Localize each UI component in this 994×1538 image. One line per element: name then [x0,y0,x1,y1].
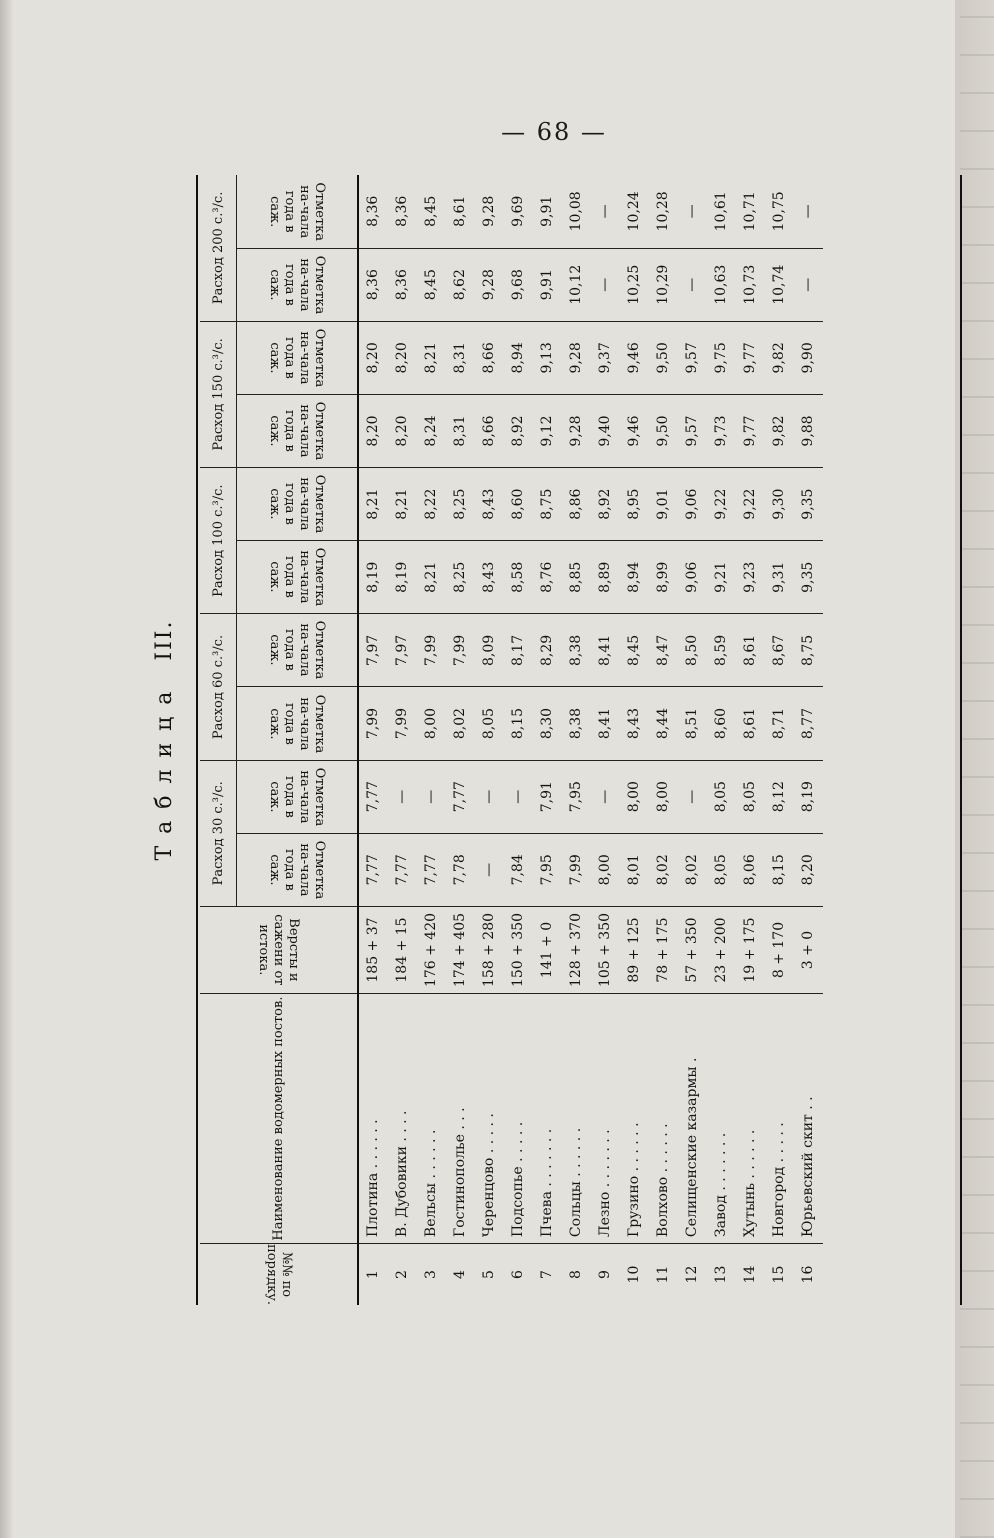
level-cell: 8,05 [707,833,736,906]
level-cell: 9,21 [707,541,736,614]
row-index: 8 [568,1270,584,1279]
level-cell: 9,22 [707,468,736,541]
level-cell: 9,50 [649,394,678,467]
level-cell: — [388,760,417,833]
table-row [591,175,620,1305]
level-cell: 8,00 [620,760,649,833]
level-cell: 8,00 [649,760,678,833]
level-cell: 8,61 [446,175,475,248]
level-cell: 8,66 [475,394,504,467]
level-cell: 8,31 [446,394,475,467]
subheader-6: Отметка на-чала года в саж. [237,394,359,467]
level-cell: 8,20 [358,321,388,394]
row-index: 6 [510,1270,526,1279]
level-cell: 8,43 [475,468,504,541]
level-cell: 7,99 [417,614,446,687]
level-cell: 9,90 [794,321,823,394]
level-cell: 7,77 [388,833,417,906]
header-group-150: Расход 150 с.³/с. [200,321,237,467]
level-cell: 8,21 [417,321,446,394]
level-cell: 8,92 [504,394,533,467]
level-cell: 8,38 [562,687,591,760]
level-cell: 9,28 [475,175,504,248]
level-cell: 10,75 [765,175,794,248]
level-cell: 9,35 [794,541,823,614]
subheader-3: Отметка на-чала года в саж. [237,614,359,687]
level-cell: — [591,175,620,248]
level-cell: 8,45 [417,175,446,248]
bleed-through-lines [960,0,994,1538]
level-cell: 8,15 [504,687,533,760]
level-cell: 8,05 [736,760,765,833]
post-name: Селищенские казармы . [678,994,707,1244]
post-name: Сольцы . . . . . . [562,994,591,1244]
level-cell: 8,66 [475,321,504,394]
level-cell: 8,41 [591,614,620,687]
level-cell: 8,00 [417,687,446,760]
level-cell: 8,00 [591,833,620,906]
header-distance: Версты и сажени от истока. [200,906,358,993]
level-cell: 8,45 [620,614,649,687]
level-cell: 9,37 [591,321,620,394]
subheader-8: Отметка на-чала года в саж. [237,248,359,321]
level-cell: 7,77 [417,833,446,906]
level-cell: 8,77 [794,687,823,760]
level-cell: 9,40 [591,394,620,467]
level-cell: 8,43 [475,541,504,614]
level-cell: — [591,760,620,833]
level-cell: 9,91 [533,175,562,248]
level-cell: — [794,248,823,321]
level-cell: 9,75 [707,321,736,394]
table-row [358,175,388,1305]
distance-cell: 57 + 350 [678,906,707,993]
level-cell: 8,09 [475,614,504,687]
row-index: 4 [452,1270,468,1279]
level-cell: 9,30 [765,468,794,541]
level-cell: — [504,760,533,833]
table-row [417,175,446,1305]
level-cell: 8,75 [533,468,562,541]
level-cell: 9,88 [794,394,823,467]
level-cell: 8,38 [562,614,591,687]
level-cell: 9,06 [678,541,707,614]
subheader-9: Отметка на-чала года в саж. [237,175,359,248]
level-cell: 8,92 [591,468,620,541]
level-cell: 10,25 [620,248,649,321]
post-name: Черенцово . . . . . [475,994,504,1244]
level-cell: 8,21 [358,468,388,541]
level-cell: 8,67 [765,614,794,687]
level-cell: 8,05 [475,687,504,760]
table-row [707,175,736,1305]
level-cell: 9,82 [765,394,794,467]
row-index: 1 [365,1270,381,1279]
level-cell: 8,22 [417,468,446,541]
level-cell: 8,85 [562,541,591,614]
post-name: Волхово . . . . . . [649,994,678,1244]
level-cell: 8,20 [388,321,417,394]
level-cell: 9,82 [765,321,794,394]
level-cell: 9,13 [533,321,562,394]
level-cell: 9,68 [504,248,533,321]
table-title-word: Таблица [152,679,177,861]
header-index: №№ по порядку. [200,1244,358,1305]
post-name: Грузино . . . . . . [620,994,649,1244]
table-row [649,175,678,1305]
table-row [533,175,562,1305]
header-group-60: Расход 60 с.³/с. [200,614,237,760]
post-name: Лезно . . . . . . . [591,994,620,1244]
distance-cell: 19 + 175 [736,906,765,993]
level-cell: 8,02 [678,833,707,906]
level-cell: 7,97 [388,614,417,687]
page-number: — 68 — [501,118,607,146]
row-index: 13 [713,1265,729,1284]
level-cell: 7,77 [358,760,388,833]
level-cell: 9,46 [620,394,649,467]
level-cell: 8,31 [446,321,475,394]
level-cell: 8,71 [765,687,794,760]
level-cell: 8,99 [649,541,678,614]
row-index: 9 [597,1270,613,1279]
subheader-1: Отметка на-чала года в саж. [237,760,359,833]
post-name: Плотина . . . . . . [358,994,388,1244]
row-index: 16 [800,1265,816,1284]
row-index: 7 [539,1270,555,1279]
level-cell: 7,97 [358,614,388,687]
page-edge-shadow [0,0,14,1538]
distance-cell: 176 + 420 [417,906,446,993]
level-cell: 8,75 [794,614,823,687]
level-cell: 8,60 [504,468,533,541]
row-index: 15 [771,1265,787,1284]
post-name: Новгород . . . . . [765,994,794,1244]
level-cell: 8,19 [358,541,388,614]
level-cell: 8,30 [533,687,562,760]
level-cell: 9,73 [707,394,736,467]
level-cell: 7,99 [388,687,417,760]
level-cell: — [794,175,823,248]
distance-cell: 174 + 405 [446,906,475,993]
level-cell: 10,24 [620,175,649,248]
post-name: Гостинополье . . . [446,994,475,1244]
level-cell: 10,12 [562,248,591,321]
level-cell: 10,63 [707,248,736,321]
level-cell: 8,44 [649,687,678,760]
level-cell: 8,61 [736,614,765,687]
level-cell: 8,12 [765,760,794,833]
level-cell: 7,78 [446,833,475,906]
distance-cell: 89 + 125 [620,906,649,993]
level-cell: 8,01 [620,833,649,906]
level-cell: 8,36 [358,175,388,248]
level-cell: 8,19 [388,541,417,614]
level-cell: 8,58 [504,541,533,614]
level-cell: — [591,248,620,321]
level-cell: 9,22 [736,468,765,541]
level-cell: 9,12 [533,394,562,467]
subheader-5: Отметка на-чала года в саж. [237,468,359,541]
post-name: Пчева . . . . . . . [533,994,562,1244]
subheader-2: Отметка на-чала года в саж. [237,687,359,760]
level-cell: 8,21 [417,541,446,614]
level-cell: 9,01 [649,468,678,541]
level-cell: 8,20 [358,394,388,467]
level-cell: 9,77 [736,394,765,467]
level-cell: 8,06 [736,833,765,906]
distance-cell: 150 + 350 [504,906,533,993]
post-name: Вельсы . . . . . . [417,994,446,1244]
row-index: 2 [394,1270,410,1279]
table-row [388,175,417,1305]
level-cell: 8,41 [591,687,620,760]
level-cell: 9,06 [678,468,707,541]
level-cell: 7,91 [533,760,562,833]
level-cell: 9,91 [533,248,562,321]
level-cell: 8,25 [446,468,475,541]
level-cell: 9,28 [475,248,504,321]
subheader-4: Отметка на-чала года в саж. [237,541,359,614]
post-name: Завод . . . . . . . [707,994,736,1244]
post-name: В. Дубовики . . . . [388,994,417,1244]
level-cell: 9,28 [562,394,591,467]
header-group-30: Расход 30 с.³/с. [200,760,237,906]
level-cell: 9,46 [620,321,649,394]
water-level-table [200,175,823,1305]
level-cell: 7,77 [446,760,475,833]
level-cell: 8,36 [388,248,417,321]
level-cell: 9,28 [562,321,591,394]
level-cell: — [678,248,707,321]
level-cell: 7,99 [446,614,475,687]
distance-cell: 3 + 0 [794,906,823,993]
level-cell: 8,20 [794,833,823,906]
post-name: Хутынь . . . . . . [736,994,765,1244]
level-cell: 7,84 [504,833,533,906]
header-group-100: Расход 100 с.³/с. [200,468,237,614]
level-cell: 8,29 [533,614,562,687]
level-cell: 7,99 [358,687,388,760]
table-top-rule [196,175,198,1305]
distance-cell: 184 + 15 [388,906,417,993]
level-cell: 8,24 [417,394,446,467]
table-row [620,175,649,1305]
level-cell: 7,99 [562,833,591,906]
level-cell: 8,61 [736,687,765,760]
row-index: 12 [684,1265,700,1284]
table-row [475,175,504,1305]
post-name: Юрьевский скит . . [794,994,823,1244]
level-cell: 8,36 [358,248,388,321]
level-cell: 8,94 [504,321,533,394]
level-cell: 9,35 [794,468,823,541]
level-cell: 8,45 [417,248,446,321]
row-index: 10 [626,1265,642,1284]
level-cell: 8,20 [388,394,417,467]
level-cell: 8,05 [707,760,736,833]
distance-cell: 158 + 280 [475,906,504,993]
level-cell: 8,50 [678,614,707,687]
level-cell: 10,28 [649,175,678,248]
level-cell: 8,51 [678,687,707,760]
table-row [562,175,591,1305]
level-cell: — [417,760,446,833]
distance-cell: 78 + 175 [649,906,678,993]
level-cell: 9,50 [649,321,678,394]
distance-cell: 8 + 170 [765,906,794,993]
table-title [152,175,177,1305]
level-cell: 9,57 [678,394,707,467]
level-cell: 9,69 [504,175,533,248]
level-cell: 10,74 [765,248,794,321]
table-bottom-rule [960,175,962,1305]
post-name: Подсопье . . . . . [504,994,533,1244]
distance-cell: 185 + 37 [358,906,388,993]
distance-cell: 128 + 370 [562,906,591,993]
level-cell: 7,77 [358,833,388,906]
subheader-0: Отметка на-чала года в саж. [237,833,359,906]
level-cell: — [475,833,504,906]
level-cell: 10,73 [736,248,765,321]
table-row [736,175,765,1305]
level-cell: 9,23 [736,541,765,614]
level-cell: 8,43 [620,687,649,760]
level-cell: 9,77 [736,321,765,394]
level-cell: 8,60 [707,687,736,760]
level-cell: 8,47 [649,614,678,687]
level-cell: 8,21 [388,468,417,541]
table-title-numeral: III. [152,619,177,661]
distance-cell: 23 + 200 [707,906,736,993]
level-cell: 8,25 [446,541,475,614]
level-cell: 8,89 [591,541,620,614]
table-row [504,175,533,1305]
level-cell: 10,29 [649,248,678,321]
level-cell: 8,19 [794,760,823,833]
table-row [678,175,707,1305]
level-cell: 8,02 [649,833,678,906]
level-cell: 8,15 [765,833,794,906]
level-cell: 8,02 [446,687,475,760]
level-cell: 9,57 [678,321,707,394]
level-cell: 7,95 [533,833,562,906]
distance-cell: 141 + 0 [533,906,562,993]
table-row [765,175,794,1305]
level-cell: 8,86 [562,468,591,541]
table-row [446,175,475,1305]
level-cell: 8,59 [707,614,736,687]
level-cell: 8,95 [620,468,649,541]
row-index: 14 [742,1265,758,1284]
rotated-table-block [152,175,960,1305]
level-cell: 8,17 [504,614,533,687]
level-cell: — [678,175,707,248]
level-cell: 8,94 [620,541,649,614]
subheader-7: Отметка на-чала года в саж. [237,321,359,394]
header-name: Наименование водомерных постов. [200,994,358,1244]
level-cell: 8,62 [446,248,475,321]
level-cell: 10,71 [736,175,765,248]
table-row [794,175,823,1305]
row-index: 11 [655,1265,671,1284]
header-group-200: Расход 200 с.³/с. [200,175,237,321]
level-cell: 8,76 [533,541,562,614]
level-cell: 10,08 [562,175,591,248]
level-cell: — [475,760,504,833]
level-cell: 9,31 [765,541,794,614]
distance-cell: 105 + 350 [591,906,620,993]
level-cell: 8,36 [388,175,417,248]
level-cell: — [678,760,707,833]
row-index: 5 [481,1270,497,1279]
level-cell: 10,61 [707,175,736,248]
row-index: 3 [423,1270,439,1279]
level-cell: 7,95 [562,760,591,833]
